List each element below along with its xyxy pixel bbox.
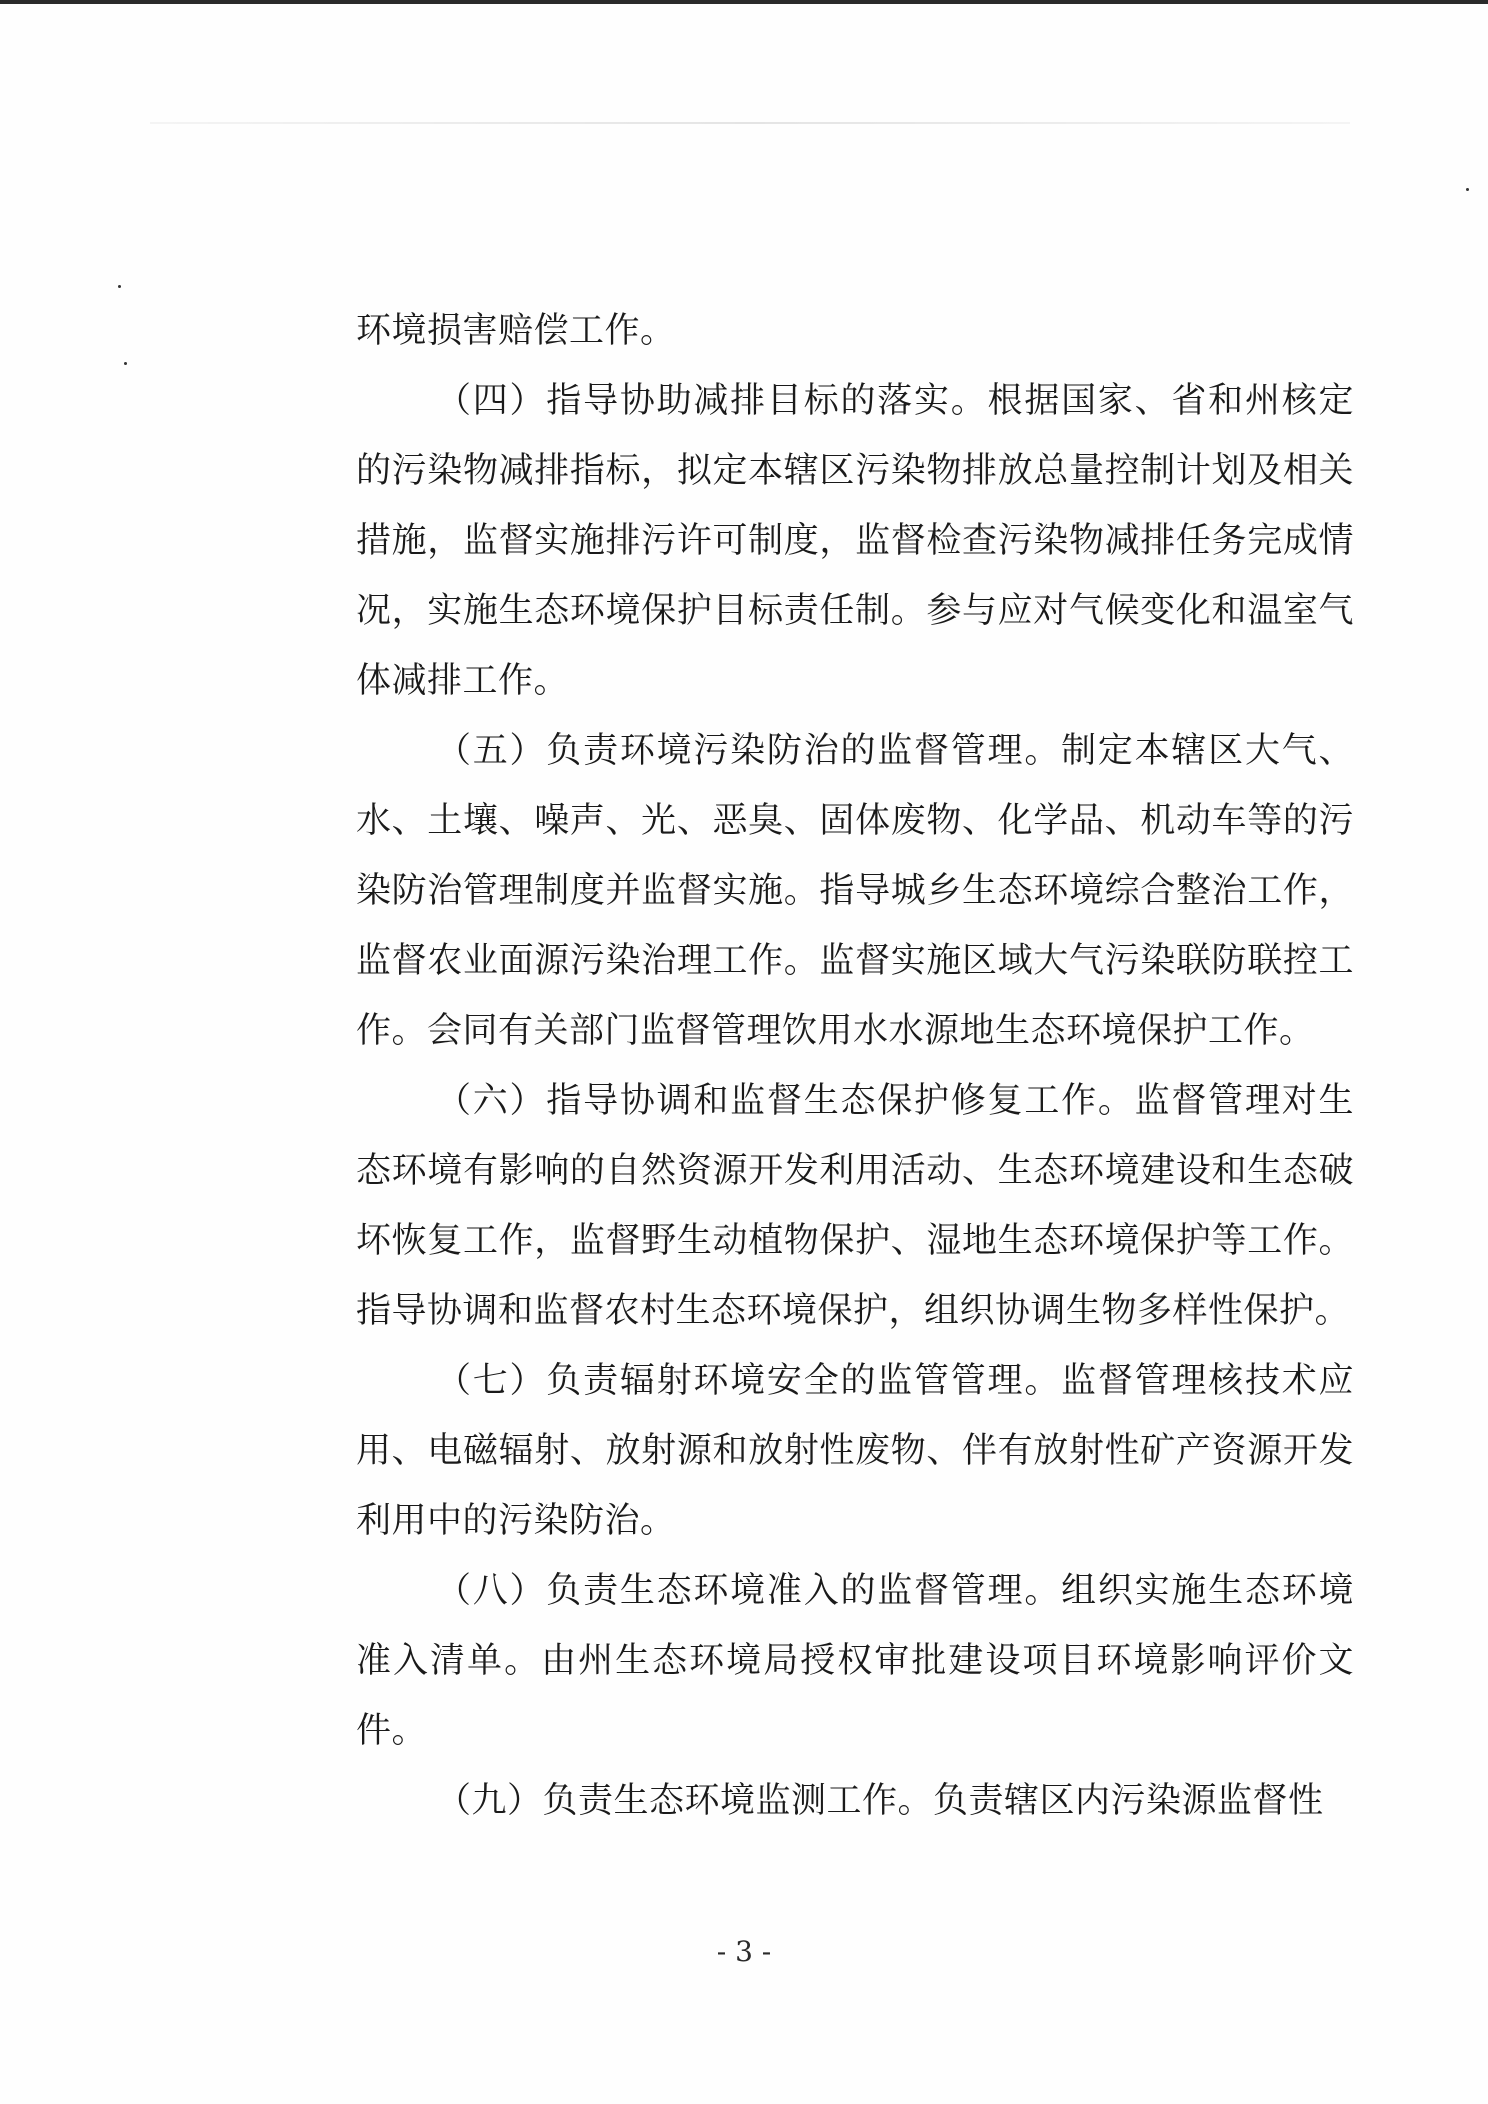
body-text xyxy=(356,296,1354,1836)
scan-speck xyxy=(118,285,121,288)
paragraph-item-9: （九）负责生态环境监测工作。负责辖区内污染源监督性 xyxy=(436,1781,1324,1821)
paragraph-continuation: 环境损害赔偿工作。 xyxy=(356,311,676,351)
paragraph-item-7: （七）负责辐射环境安全的监管管理。监督管理核技术应用、电磁辐射、放射源和放射性废物、伴有放射性矿产资源开发利用中的污染防治。 xyxy=(356,1361,1354,1541)
paragraph-item-5: （五）负责环境污染防治的监督管理。制定本辖区大气、水、土壤、噪声、光、恶臭、固体废物、化学品、机动车等的污染防治管理制度并监督实施。指导城乡生态环境综合整治工作，监督农业面源污染治理工作。监督实施区域大气污染联防联控工作。会同有关部门监督管理饮用水水源地生态环境保护工作。 xyxy=(356,731,1354,1051)
paragraph-item-6: （六）指导协调和监督生态保护修复工作。监督管理对生态环境有影响的自然资源开发利用活动、生态环境建设和生态破坏恢复工作，监督野生动植物保护、湿地生态环境保护等工作。指导协调和监督农村生态环境保护，组织协调生物多样性保护。 xyxy=(356,1081,1354,1331)
scan-shadow-line xyxy=(150,122,1350,124)
scan-speck xyxy=(124,362,127,365)
scan-top-border xyxy=(0,0,1488,4)
paragraph-item-4: （四）指导协助减排目标的落实。根据国家、省和州核定的污染物减排指标，拟定本辖区污染物排放总量控制计划及相关措施，监督实施排污许可制度，监督检查污染物减排任务完成情况，实施生态环境保护目标责任制。参与应对气候变化和温室气体减排工作。 xyxy=(356,381,1354,701)
page-number: - 3 - xyxy=(716,1935,772,1968)
scan-speck xyxy=(1466,188,1469,191)
paragraph-item-8: （八）负责生态环境准入的监督管理。组织实施生态环境准入清单。由州生态环境局授权审批建设项目环境影响评价文件。 xyxy=(356,1571,1354,1751)
